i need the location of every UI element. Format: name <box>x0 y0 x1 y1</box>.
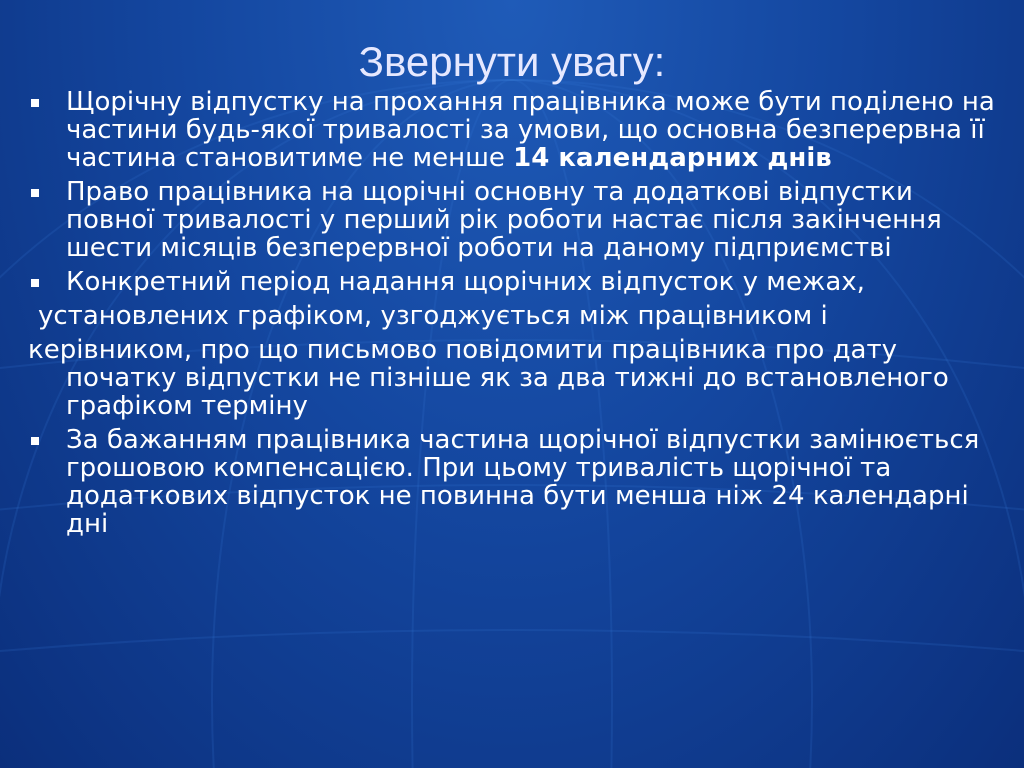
bullet-item-2 <box>28 178 996 262</box>
bullet-square-icon <box>31 279 39 287</box>
bullet-square-icon <box>31 437 39 445</box>
continuation-line-2-cont: початку відпустки не пізніше як за два тижні до встановленого графіком терміну <box>66 363 949 421</box>
bullet-item-1-text: Щорічну відпустку на прохання працівника може бути поділено на частини будь-якої тривалості за умови, що основна безперервна її частина становитиме не менше <box>66 87 995 173</box>
continuation-line-2 <box>28 336 996 420</box>
bullet-item-4-text: За бажанням працівника частина щорічної відпустки замінюється грошовою компенсацією. При цьому тривалість щорічної та додаткових відпусток не повинна бути менша ніж 24 календарні дні <box>66 425 980 539</box>
continuation-line-2-text: керівником, про що письмово повідомити працівника про дату <box>28 335 898 365</box>
bullet-item-1 <box>28 88 996 172</box>
continuation-line-1-text: установлених графіком, узгоджується між працівником і <box>38 301 828 331</box>
bullet-item-2-text: Право працівника на щорічні основну та додаткові відпустки повної тривалості у перший рік роботи настає після закінчення шести місяців безперервної роботи на даному підприємстві <box>66 177 942 263</box>
bullet-square-icon <box>31 99 39 107</box>
bullet-item-3 <box>28 268 996 296</box>
continuation-line-1 <box>28 302 996 330</box>
bullet-item-3-text: Конкретний період надання щорічних відпусток у межах, <box>66 267 865 297</box>
bullet-item-4 <box>28 426 996 538</box>
slide-body <box>28 88 996 544</box>
bullet-square-icon <box>31 189 39 197</box>
bullet-item-1-bold: 14 календарних днів <box>513 143 832 173</box>
slide-title: Звернути увагу: <box>358 38 666 85</box>
